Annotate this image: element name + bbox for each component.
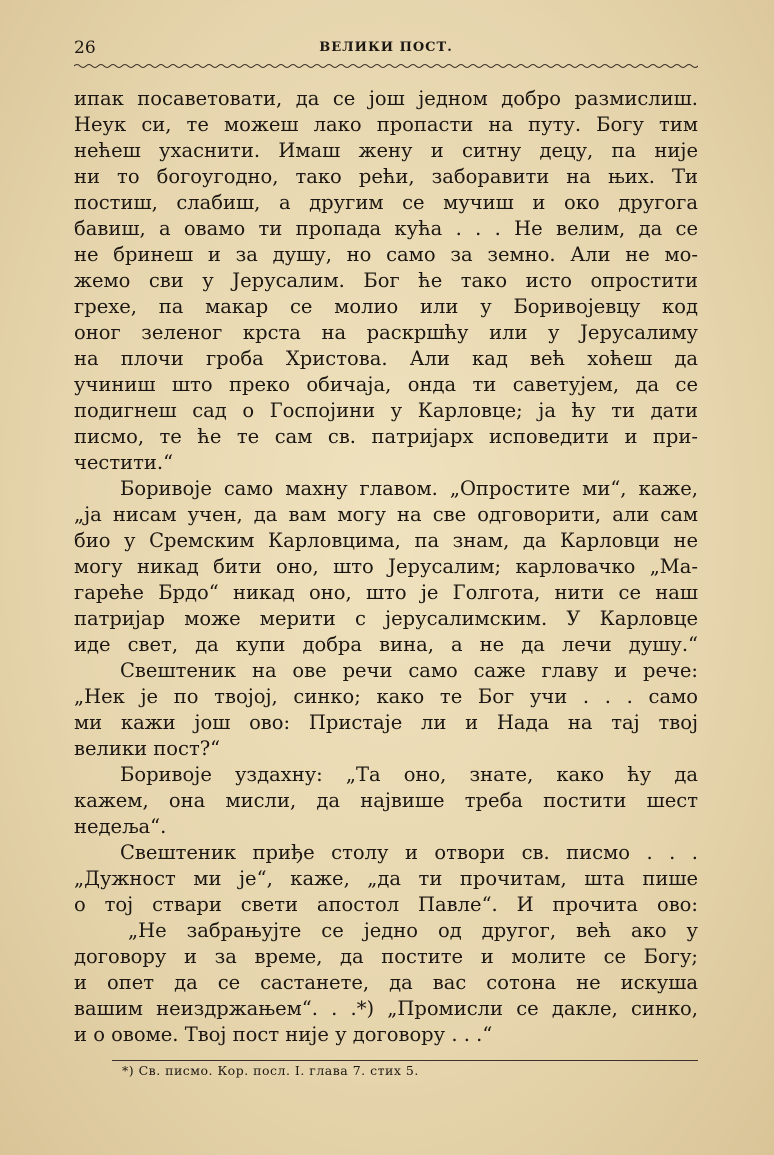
text-line: и опет да се састанете, да вас сотона не искуша: [74, 971, 698, 994]
footnote-rule: [112, 1060, 698, 1061]
text-line: Свештеник на ове речи само саже главу и рече:: [120, 659, 698, 682]
running-title: ВЕЛИКИ ПОСТ.: [319, 40, 453, 55]
text-line: „Нек је по твојој, синко; како те Бог учи . . . само: [74, 685, 698, 708]
text-line: подигнеш сад о Госпојини у Карловце; ја ћу ти дати: [74, 399, 698, 422]
text-line: вашим неиздржањем“. . .*) „Промисли се дакле, синко,: [74, 997, 698, 1020]
text-line: могу никад бити оно, што Јерусалим; карловачко „Ма-: [74, 555, 698, 578]
text-line: кажем, она мисли, да највише треба постити шест: [74, 789, 698, 812]
text-line: гареће Брдо“ никад оно, што је Голгота, нити се наш: [74, 581, 698, 604]
page-header: [74, 38, 698, 64]
text-line: „ја нисам учен, да вам могу на све одговорити, али сам: [74, 503, 698, 526]
text-line: патријар може мерити с јерусалимским. У Карловце: [74, 607, 698, 630]
text-line: учиниш што преко обичаја, онда ти саветујем, да се: [74, 373, 698, 396]
text-line: не бринеш и за душу, но само за земно. Али не мо-: [74, 243, 698, 266]
text-line: оног зеленог крста на раскршћу или у Јерусалиму: [74, 321, 698, 344]
text-line: иде свет, да купи добра вина, а не да лечи душу.“: [74, 633, 698, 656]
text-line: на плочи гроба Христова. Али кад већ хоћеш да: [74, 347, 698, 370]
text-line: жемо сви у Јерусалим. Бог ће тако исто опростити: [74, 269, 698, 292]
text-line: Свештеник приђе столу и отвори св. писмо . . .: [120, 841, 698, 864]
text-line: Боривоје само махну главом. „Опростите ми“, каже,: [120, 477, 698, 500]
body-text: [74, 86, 698, 1048]
text-line: ми кажи још ово: Пристаје ли и Нада на тај твој: [74, 711, 698, 734]
footnote: *) Св. писмо. Кор. посл. I. глава 7. стих 5.: [122, 1063, 419, 1078]
text-line: постиш, слабиш, а другим се мучиш и око другога: [74, 191, 698, 214]
text-line: нећеш ухаснити. Имаш жену и ситну децу, па није: [74, 139, 698, 162]
text-line: грехе, па макар се молио или у Боривојевцу код: [74, 295, 698, 318]
text-line: велики пост?“: [74, 737, 221, 760]
page-number: 26: [74, 38, 96, 58]
text-line: честити.“: [74, 451, 174, 474]
text-line: „Не забрањујте се једно од другог, већ ако у: [128, 919, 698, 942]
header-wavy-rule: [74, 62, 698, 70]
text-line: договору и за време, да постите и молите се Богу;: [74, 945, 698, 968]
text-line: био у Сремским Карловцима, па знам, да Карловци не: [74, 529, 698, 552]
text-line: „Дужност ми је“, каже, „да ти прочитам, шта пише: [74, 867, 698, 890]
text-line: недеља“.: [74, 815, 167, 838]
text-line: и о овоме. Твој пост није у договору . . .“: [74, 1023, 493, 1046]
text-line: ни то богоугодно, тако рећи, заборавити на њих. Ти: [74, 165, 698, 188]
text-line: ипак посаветовати, да се још једном добро размислиш.: [74, 87, 698, 110]
text-line: бавиш, а овамо ти пропада кућа . . . Не велим, да се: [74, 217, 698, 240]
text-line: писмо, те ће те сам св. патријарх исповедити и при-: [74, 425, 698, 448]
text-line: о тој ствари свети апостол Павле“. И прочита ово:: [74, 893, 698, 916]
text-line: Неук си, те можеш лако пропасти на путу. Богу тим: [74, 113, 698, 136]
text-line: Боривоје уздахну: „Та оно, знате, како ћу да: [120, 763, 698, 786]
